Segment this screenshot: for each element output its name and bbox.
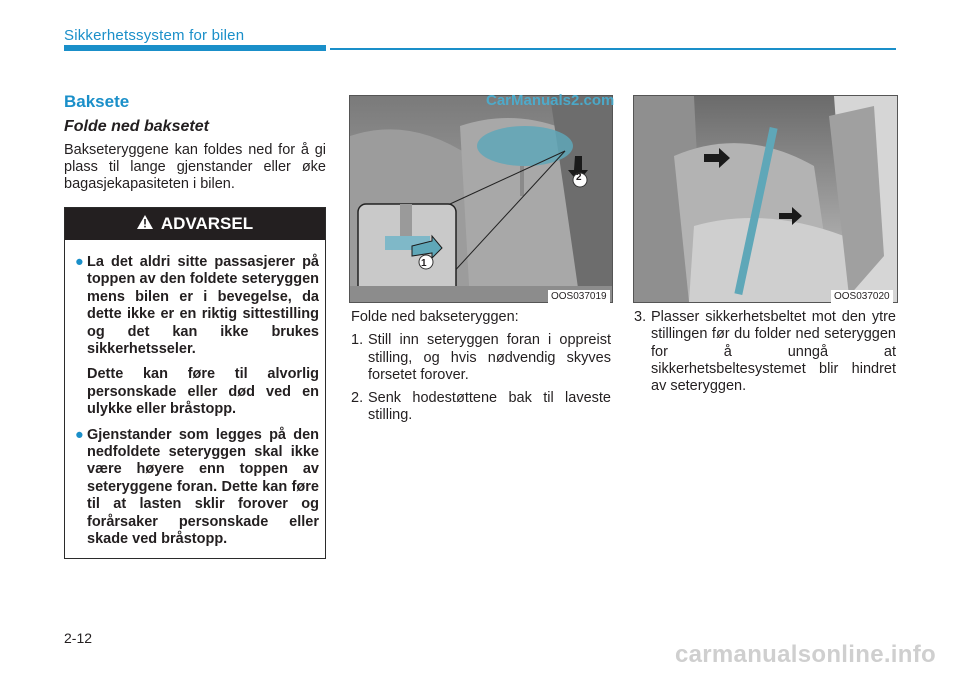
step-number: 1. xyxy=(351,332,364,349)
bullet-icon: ● xyxy=(75,254,84,270)
figure-code: OOS037020 xyxy=(831,290,893,303)
seatbelt-photo xyxy=(633,95,898,303)
middle-column xyxy=(351,309,611,431)
section-title: Sikkerhetssystem for bilen xyxy=(64,27,245,44)
step-text: Still inn seteryggen foran i oppreist stilling, og hvis nødvendig skyves forsetet forover. xyxy=(368,332,611,383)
footer-watermark: carmanualsonline.info xyxy=(674,641,936,668)
step-number: 2. xyxy=(351,390,364,407)
warning-item-text: Dette kan føre til alvorlig personskade eller død ved en ulykke eller bråstopp. xyxy=(87,366,319,418)
warning-triangle-icon xyxy=(137,214,153,234)
headrest-photo xyxy=(349,95,613,303)
step-item xyxy=(634,309,896,395)
intro-paragraph: Bakseteryggene kan foldes ned for å gi plass til lange gjenstander eller øke bagasjekapasiteten i bilen. xyxy=(64,142,326,192)
page-number: 2-12 xyxy=(64,630,93,646)
warning-title: ADVARSEL xyxy=(160,214,254,233)
warning-item-text: Gjenstander som legges på den nedfoldete seteryggen skal ikke være høyere enn toppen av seteryggene foran. Dette kan føre til at lasten sklir forover og forårsaker personskade eller skade ved bråstopp. xyxy=(87,426,319,548)
section-heading: Baksete xyxy=(64,92,130,111)
callout-number: 2 xyxy=(576,172,582,183)
figure-code: OOS037019 xyxy=(548,290,610,303)
left-column xyxy=(64,92,326,193)
warning-box xyxy=(64,207,326,559)
step-number: 3. xyxy=(634,309,647,325)
step-text: Senk hodestøttene bak til laveste stilling. xyxy=(368,390,611,424)
step-text: Plasser sikkerhetsbeltet mot den ytre stillingen før du folder ned seteryggen for å unngå at sikkerhetsbeltesystemet blir hindret av seteryggen. xyxy=(651,309,896,395)
bullet-icon: ● xyxy=(75,426,84,443)
right-column xyxy=(634,309,896,401)
steps-lead: Folde ned bakseteryggen: xyxy=(351,309,519,325)
warning-item-text: La det aldri sitte passasjerer på toppen av den foldete seteryggen mens bilen er i bevegelse, da dette ikke er en riktig sittestilling og det kan ikke brukes sikkerhetsseler. xyxy=(87,254,319,358)
warning-item xyxy=(75,254,319,419)
watermark-text: CarManuals2.com xyxy=(486,92,615,109)
subsection-heading: Folde ned baksetet xyxy=(64,118,209,135)
callout-number: 1 xyxy=(421,258,427,269)
warning-header xyxy=(65,208,325,240)
warning-item xyxy=(75,427,319,549)
step-item xyxy=(351,332,611,384)
header-rule-thick xyxy=(64,45,326,51)
step-item xyxy=(351,390,611,425)
warning-list xyxy=(65,240,325,549)
header-rule-thin xyxy=(330,48,896,50)
